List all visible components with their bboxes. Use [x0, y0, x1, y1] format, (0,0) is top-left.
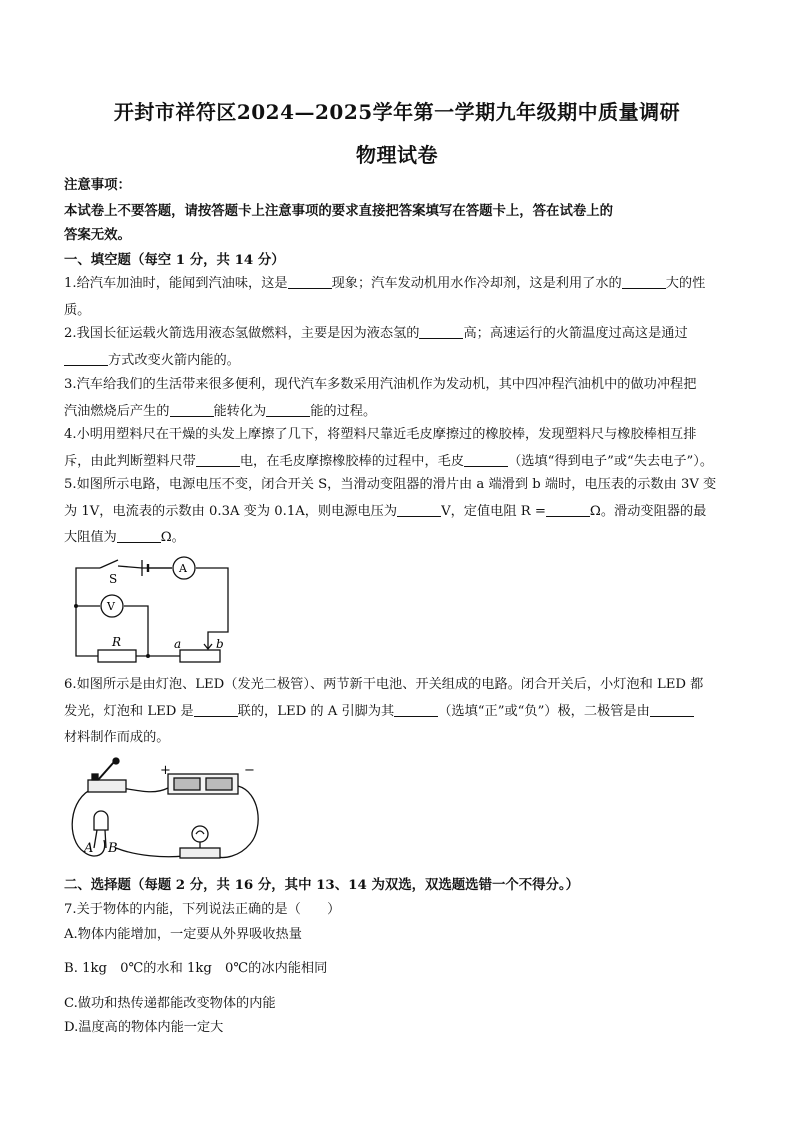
q7-stem: 7.关于物体的内能，下列说法正确的是（ ）	[64, 902, 341, 917]
q4-text-c: 电，在毛皮摩擦橡胶棒的过程中，毛皮	[239, 453, 465, 469]
q5-blank-3[interactable]	[117, 528, 161, 543]
exam-title: 开封市祥符区2024—2025学年第一学期九年级期中质量调研	[113, 100, 681, 124]
junction-dot	[74, 604, 78, 608]
q6-text-e: 材料制作而成的。	[64, 730, 170, 745]
battery-plus-label: +	[160, 763, 171, 778]
q6-blank-2[interactable]	[394, 702, 438, 717]
q4-text-b: 斥，由此判断塑料尺带	[64, 453, 196, 469]
q7-option-c[interactable]: C.做功和热传递都能改变物体的内能	[64, 996, 276, 1011]
q6-blank-3[interactable]	[650, 702, 694, 717]
q5-text-f: Ω。	[160, 530, 185, 545]
led-pin-b-label: B	[108, 841, 118, 856]
q1-text-a: 1.给汽车加油时，能闻到汽油味，这是	[64, 276, 288, 291]
q5-text-a: 5.如图所示电路，电源电压不变，闭合开关 S，当滑动变阻器的滑片由 a 端滑到 b 端时，电压表的示数由 3V 变	[64, 477, 717, 492]
q2-blank-1[interactable]	[419, 324, 463, 339]
q1-text-b: 现象；汽车发动机用水作冷却剂，这是利用了水的	[331, 276, 622, 291]
notice-line-1: 本试卷上不要答题，请按答题卡上注意事项的要求直接把答案填写在答题卡上，答在试卷上的	[64, 203, 614, 219]
rheostat-end-b: b	[216, 637, 224, 651]
notice-line-2: 答案无效。	[64, 227, 131, 243]
q1-blank-2[interactable]	[622, 274, 666, 289]
battery-minus-label: −	[244, 763, 255, 778]
question-6	[64, 672, 734, 752]
ammeter-label: A	[179, 562, 187, 575]
q6-blank-1[interactable]	[194, 702, 238, 717]
q3-text-a: 3.汽车给我们的生活带来很多便利，现代汽车多数采用汽油机作为发动机，其中四冲程汽油机中的做功冲程把	[64, 377, 697, 392]
notice-heading: 注意事项：	[64, 177, 131, 193]
q5-text-e: 大阻值为	[64, 530, 117, 545]
q6-text-a: 6.如图所示是由灯泡、LED（发光二极管）、两节新干电池、开关组成的电路。闭合开关后，小灯泡和 LED 都	[64, 677, 704, 692]
section-1-heading: 一、填空题（每空 1 分，共 14 分）	[64, 252, 285, 268]
junction-dot	[146, 654, 150, 658]
q7-option-d[interactable]: D.温度高的物体内能一定大	[64, 1020, 224, 1035]
q2-text-b: 高；高速运行的火箭温度过高这是通过	[463, 326, 688, 341]
q1-text-d: 质。	[64, 302, 91, 318]
q7-option-b[interactable]: B. 1kg 0℃的水和 1kg 0℃的冰内能相同	[64, 961, 328, 976]
q6-text-c: 联的，LED 的 A 引脚为其	[237, 703, 395, 719]
led-pin-a-label: A	[84, 841, 94, 856]
q2-text-a: 2.我国长征运载火箭选用液态氢做燃料，主要是因为液态氢的	[64, 326, 420, 341]
q5-text-b: 为 1V，电流表的示数由 0.3A 变为 0.1A，则电源电压为	[64, 503, 398, 519]
q3-text-c: 能转化为	[213, 403, 267, 419]
q5-blank-2[interactable]	[546, 502, 590, 517]
q3-text-d: 能的过程。	[310, 403, 377, 419]
question-1	[64, 271, 734, 324]
q4-text-a: 4.小明用塑料尺在干燥的头发上摩擦了几下，将塑料尺靠近毛皮摩擦过的橡胶棒，发现塑料尺与橡胶棒相互排	[64, 427, 697, 442]
q6-led-circuit-illustration	[64, 752, 264, 868]
resistor-label: R	[112, 635, 122, 649]
q1-blank-1[interactable]	[288, 274, 332, 289]
question-5	[64, 472, 734, 552]
q5-circuit-diagram	[62, 556, 237, 668]
q6-text-d: （选填“正”或“负”）极，二极管是由	[438, 703, 650, 719]
q1-text-c: 大的性	[665, 276, 706, 291]
q5-text-c: V，定值电阻 R =	[441, 503, 546, 519]
q2-text-c: 方式改变火箭内能的。	[108, 352, 240, 368]
question-4	[64, 422, 734, 475]
rheostat-end-a: a	[174, 637, 182, 651]
q4-blank-1[interactable]	[196, 452, 240, 467]
question-2	[64, 321, 734, 374]
q7-option-a[interactable]: A.物体内能增加，一定要从外界吸收热量	[64, 927, 302, 942]
voltmeter-label: V	[107, 600, 115, 613]
question-3	[64, 372, 734, 425]
q4-blank-2[interactable]	[464, 452, 508, 467]
switch-label: S	[109, 572, 118, 586]
q5-text-d: Ω。滑动变阻器的最	[589, 503, 707, 519]
q3-blank-2[interactable]	[266, 402, 310, 417]
q2-blank-2[interactable]	[64, 351, 108, 366]
section-2-heading: 二、选择题（每题 2 分，共 16 分，其中 13、14 为双选，双选题选错一个不得分。）	[64, 877, 579, 893]
q3-text-b: 汽油燃烧后产生的	[64, 403, 170, 419]
q6-text-b: 发光，灯泡和 LED 是	[64, 703, 194, 719]
q5-blank-1[interactable]	[397, 502, 441, 517]
q3-blank-1[interactable]	[170, 402, 214, 417]
exam-subtitle: 物理试卷	[356, 143, 438, 167]
q4-text-d: （选填“得到电子”或“失去电子”）。	[508, 453, 714, 469]
